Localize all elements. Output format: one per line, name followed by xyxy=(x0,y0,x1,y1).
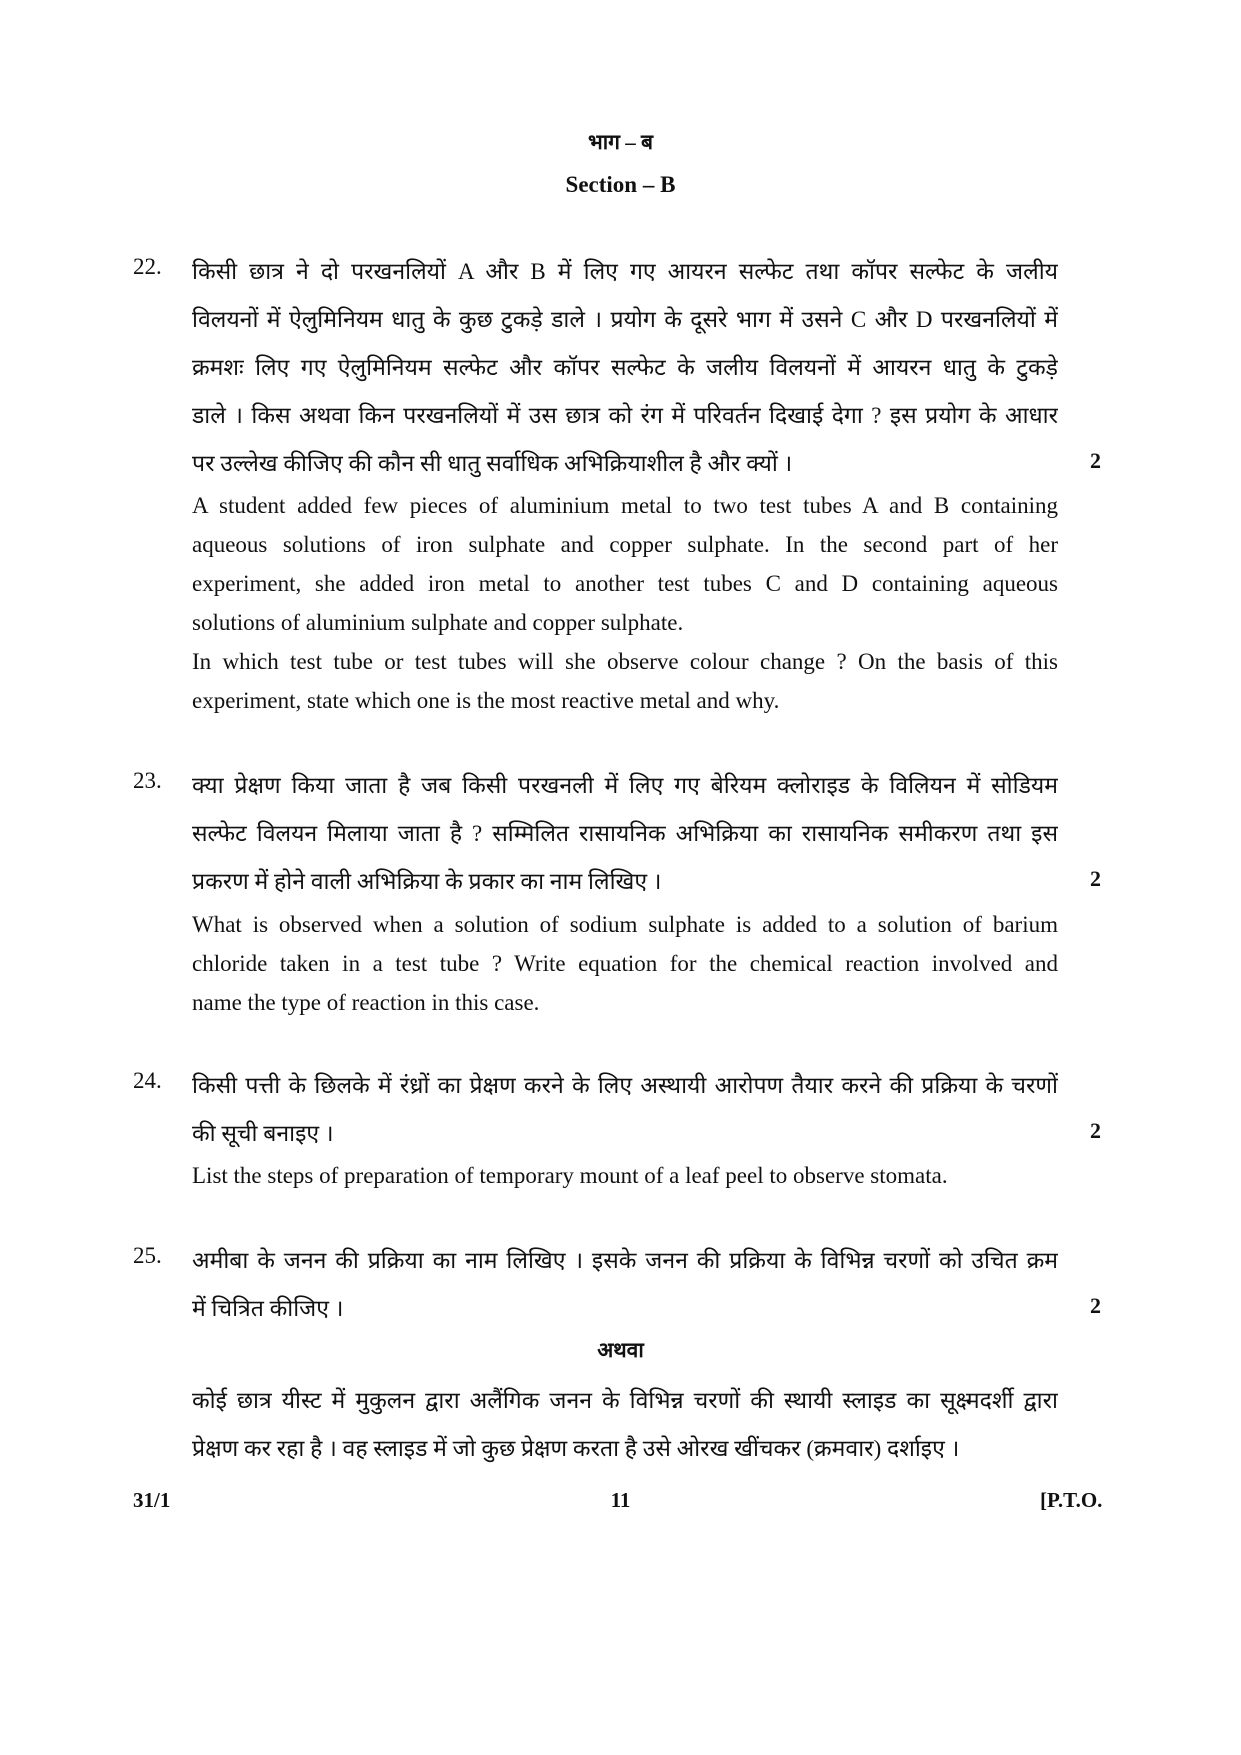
question-english-line: chloride taken in a test tube ? Write equation for the chemical reaction involved and xyxy=(192,951,1058,976)
question-hindi-line: पर उल्लेख कीजिए की कौन सी धातु सर्वाधिक अभिक्रियाशील है और क्यों । xyxy=(192,451,793,476)
question-marks: 2 xyxy=(1090,1118,1101,1143)
pto-label: [P.T.O. xyxy=(1040,1488,1103,1512)
section-title-hindi: भाग – ब xyxy=(587,130,654,154)
question-english-line: experiment, she added iron metal to another test tubes C and D containing aqueous xyxy=(192,571,1058,596)
question-english-line: In which test tube or test tubes will she observe colour change ? On the basis of this xyxy=(192,649,1058,674)
question-english-line: solutions of aluminium sulphate and copper sulphate. xyxy=(192,610,684,635)
question-english-line: name the type of reaction in this case. xyxy=(192,990,540,1015)
page-number: 11 xyxy=(610,1488,631,1512)
question-english-line: A student added few pieces of aluminium metal to two test tubes A and B containing xyxy=(192,493,1058,518)
question-hindi-line: सल्फेट विलयन मिलाया जाता है ? सम्मिलित रासायनिक अभिक्रिया का रासायनिक समीकरण तथा इस xyxy=(192,821,1058,846)
question-hindi-line: विलयनों में ऐलुमिनियम धातु के कुछ टुकड़े डाले । प्रयोग के दूसरे भाग में उसने C और D परखनलियों में xyxy=(192,307,1058,332)
question-english-line: What is observed when a solution of sodium sulphate is added to a solution of barium xyxy=(192,912,1058,937)
question-number: 24. xyxy=(133,1068,162,1093)
question-hindi-line: डाले । किस अथवा किन परखनलियों में उस छात्र को रंग में परिवर्तन दिखाई देगा ? इस प्रयोग के आधार xyxy=(192,403,1058,428)
question-marks: 2 xyxy=(1090,866,1101,891)
question-number: 23. xyxy=(133,768,162,793)
question-hindi-line: में चित्रित कीजिए । xyxy=(192,1296,344,1321)
question-hindi-line: प्रकरण में होने वाली अभिक्रिया के प्रकार का नाम लिखिए । xyxy=(192,869,662,894)
or-text-line: प्रेक्षण कर रहा है । वह स्लाइड में जो कुछ प्रेक्षण करता है उसे ओरख खींचकर (क्रमवार) दर्शाइए । xyxy=(192,1436,960,1461)
question-hindi-line: की सूची बनाइए । xyxy=(192,1121,334,1146)
question-english-line: aqueous solutions of iron sulphate and copper sulphate. In the second part of her xyxy=(192,532,1058,557)
paper-code: 31/1 xyxy=(133,1488,171,1512)
question-number: 22. xyxy=(133,254,162,279)
question-hindi-line: किसी छात्र ने दो परखनलियों A और B में लिए गए आयरन सल्फेट तथा कॉपर सल्फेट के जलीय xyxy=(192,259,1058,284)
question-english-line: experiment, state which one is the most reactive metal and why. xyxy=(192,688,780,713)
question-marks: 2 xyxy=(1090,448,1101,473)
question-english-line: List the steps of preparation of temporary mount of a leaf peel to observe stomata. xyxy=(192,1163,948,1188)
or-text-line: कोई छात्र यीस्ट में मुकुलन द्वारा अलैंगिक जनन के विभिन्न चरणों की स्थायी स्लाइड का सूक्ष्मदर्शी द्वारा xyxy=(192,1388,1058,1413)
section-title-english: Section – B xyxy=(565,172,676,197)
or-label: अथवा xyxy=(597,1338,644,1362)
question-number: 25. xyxy=(133,1243,162,1268)
question-marks: 2 xyxy=(1090,1293,1101,1318)
question-hindi-line: अमीबा के जनन की प्रक्रिया का नाम लिखिए । इसके जनन की प्रक्रिया के विभिन्न चरणों को उचित क्रम xyxy=(192,1248,1058,1273)
question-hindi-line: क्रमशः लिए गए ऐलुमिनियम सल्फेट और कॉपर सल्फेट के जलीय विलयनों में आयरन धातु के टुकड़े xyxy=(192,355,1058,380)
question-hindi-line: क्या प्रेक्षण किया जाता है जब किसी परखनली में लिए गए बेरियम क्लोराइड के विलियन में सोडियम xyxy=(192,773,1058,798)
question-hindi-line: किसी पत्ती के छिलके में रंध्रों का प्रेक्षण करने के लिए अस्थायी आरोपण तैयार करने की प्रक्रिया के चरणों xyxy=(192,1073,1058,1098)
